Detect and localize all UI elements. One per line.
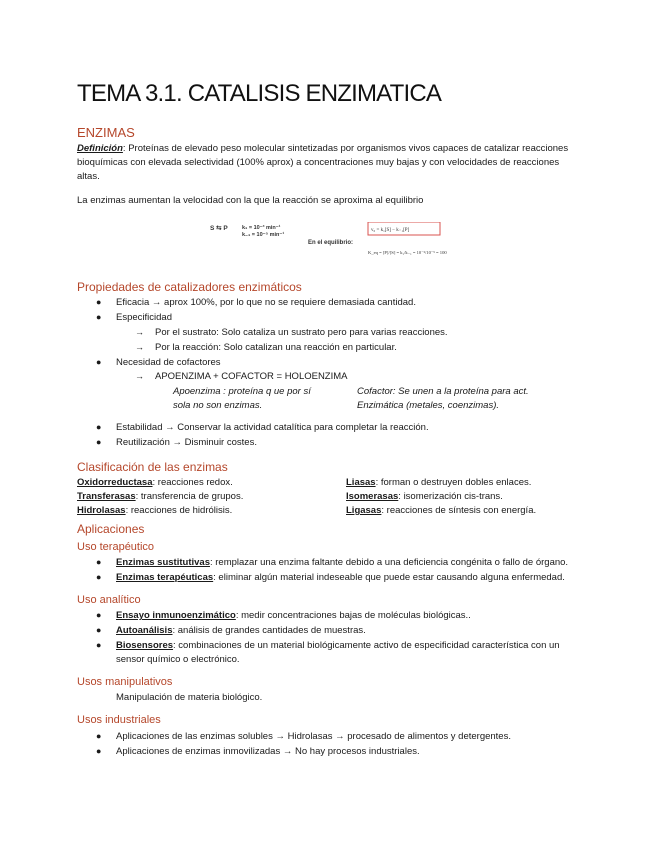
industriales-item-2: Aplicaciones de enzimas inmovilizadas → No hay procesos industriales. bbox=[116, 746, 420, 757]
term-label: Ensayo inmunoenzimático bbox=[116, 610, 236, 621]
arrow-icon: → bbox=[135, 327, 144, 337]
prop-reaccion: Por la reacción: Solo catalizan una reacción en particular. bbox=[155, 342, 397, 353]
class-name: Ligasas bbox=[346, 505, 382, 516]
class-isomerasas bbox=[346, 491, 503, 502]
usos-manipulativos-heading: Usos manipulativos bbox=[77, 676, 173, 688]
bullet-icon: ● bbox=[96, 297, 102, 307]
class-oxidorreductasa bbox=[77, 477, 233, 488]
equilibrium-formula-figure bbox=[210, 222, 450, 260]
bullet-icon: ● bbox=[96, 437, 102, 447]
class-desc: : forman o destruyen dobles enlaces. bbox=[375, 477, 532, 488]
manipulativos-text: Manipulación de materia biológico. bbox=[116, 692, 263, 703]
definition-paragraph bbox=[77, 142, 577, 184]
uso-terapeutico-heading: Uso terapéutico bbox=[77, 541, 155, 553]
class-name: Transferasas bbox=[77, 491, 136, 502]
prop-reutilizacion: Reutilización → Disminuir costes. bbox=[116, 437, 257, 448]
class-hidrolasas bbox=[77, 505, 232, 516]
class-name: Hidrolasas bbox=[77, 505, 126, 516]
analitico-item-1 bbox=[116, 610, 471, 621]
class-transferasas bbox=[77, 491, 243, 502]
bullet-icon: ● bbox=[96, 557, 102, 567]
term-desc: : medir concentraciones bajas de moléculas biológicas.. bbox=[235, 610, 471, 621]
bullet-icon: ● bbox=[96, 731, 102, 741]
bullet-icon: ● bbox=[96, 746, 102, 756]
bullet-icon: ● bbox=[96, 625, 102, 635]
class-name: Oxidorreductasa bbox=[77, 477, 153, 488]
definition-text: : Proteínas de elevado peso molecular sintetizadas por organismos vivos capaces de catalizar reacciones bioquímicas con elevada selectividad (100% aprox) a concentraciones muy bajas y con velocidades de reacciones altas. bbox=[77, 143, 569, 182]
class-ligasas bbox=[346, 505, 536, 516]
bullet-icon: ● bbox=[96, 572, 102, 582]
definition-label: Definición bbox=[77, 143, 123, 154]
prop-especificidad: Especificidad bbox=[116, 312, 172, 323]
prop-cofactores: Necesidad de cofactores bbox=[116, 357, 221, 368]
analitico-item-3-cont: sensor químico o electrónico. bbox=[116, 654, 240, 665]
uso-analitico-heading: Uso analítico bbox=[77, 594, 141, 606]
cofactor-line2: Enzimática (metales, coenzimas). bbox=[357, 400, 500, 411]
boxed-equation-text: v₀ = k₁[S] − k₋₁[P] bbox=[371, 228, 410, 233]
equilibrium-label: En el equilibrio: bbox=[308, 240, 354, 246]
class-desc: : reacciones de hidrólisis. bbox=[125, 505, 233, 516]
velocity-sentence: La enzimas aumentan la velocidad con la que la reacción se aproxima al equilibrio bbox=[77, 195, 424, 206]
keq-equation-text: K_eq = [P]/[S] = k₁/k₋₁ = 10⁻³/10⁻⁵ = 100 bbox=[368, 250, 447, 255]
apoenzima-line1: Apoenzima : proteína q ue por sí bbox=[173, 386, 311, 397]
term-desc: : análisis de grandes cantidades de muestras. bbox=[172, 625, 366, 636]
class-liasas bbox=[346, 477, 531, 488]
term-desc: : combinaciones de un material biológicamente activo de especificidad característica con un bbox=[173, 640, 560, 651]
prop-holoenzima: APOENZIMA + COFACTOR = HOLOENZIMA bbox=[155, 371, 348, 382]
usos-industriales-heading: Usos industriales bbox=[77, 714, 161, 726]
section-propiedades-heading: Propiedades de catalizadores enzimáticos bbox=[77, 280, 302, 294]
industriales-item-1: Aplicaciones de las enzimas solubles → Hidrolasas → procesado de alimentos y detergentes. bbox=[116, 731, 511, 742]
term-label: Enzimas sustitutivas bbox=[116, 557, 210, 568]
prop-estabilidad: Estabilidad → Conservar la actividad catalítica para completar la reacción. bbox=[116, 422, 429, 433]
class-desc: : transferencia de grupos. bbox=[135, 491, 244, 502]
class-name: Isomerasas bbox=[346, 491, 399, 502]
k-1-text: k₋₁ = 10⁻⁵ min⁻¹ bbox=[242, 232, 285, 238]
bullet-icon: ● bbox=[96, 422, 102, 432]
term-desc: : remplazar una enzima faltante debido a una deficiencia congénita o fallo de órgano. bbox=[209, 557, 569, 568]
apoenzima-line2: sola no son enzimas. bbox=[173, 400, 263, 411]
reaction-text: S ⇆ P bbox=[210, 225, 228, 232]
prop-sustrato: Por el sustrato: Solo cataliza un sustrato pero para varias reacciones. bbox=[155, 327, 448, 338]
bullet-icon: ● bbox=[96, 312, 102, 322]
analitico-item-2 bbox=[116, 625, 366, 636]
terapeutico-item-2 bbox=[116, 572, 565, 583]
section-enzimas-heading: ENZIMAS bbox=[77, 125, 135, 140]
term-label: Enzimas terapéuticas bbox=[116, 572, 214, 583]
arrow-icon: → bbox=[135, 342, 144, 352]
terapeutico-item-1 bbox=[116, 557, 568, 568]
class-name: Liasas bbox=[346, 477, 376, 488]
section-clasificacion-heading: Clasificación de las enzimas bbox=[77, 460, 228, 474]
page-title: TEMA 3.1. CATALISIS ENZIMATICA bbox=[77, 80, 442, 107]
bullet-icon: ● bbox=[96, 357, 102, 367]
class-desc: : reacciones de síntesis con energía. bbox=[381, 505, 537, 516]
cofactor-line1: Cofactor: Se unen a la proteína para act. bbox=[357, 386, 529, 397]
bullet-icon: ● bbox=[96, 610, 102, 620]
term-label: Biosensores bbox=[116, 640, 174, 651]
prop-eficacia: Eficacia → aprox 100%, por lo que no se requiere demasiada cantidad. bbox=[116, 297, 416, 308]
class-desc: : reacciones redox. bbox=[152, 477, 233, 488]
term-desc: : eliminar algún material indeseable que puede estar causando alguna enfermedad. bbox=[213, 572, 565, 583]
analitico-item-3 bbox=[116, 640, 560, 651]
k1-text: k₁ = 10⁻³ min⁻¹ bbox=[242, 225, 281, 231]
bullet-icon: ● bbox=[96, 640, 102, 650]
section-aplicaciones-heading: Aplicaciones bbox=[77, 522, 145, 536]
arrow-icon: → bbox=[135, 371, 144, 381]
class-desc: : isomerización cis-trans. bbox=[398, 491, 503, 502]
term-label: Autoanálisis bbox=[116, 625, 173, 636]
